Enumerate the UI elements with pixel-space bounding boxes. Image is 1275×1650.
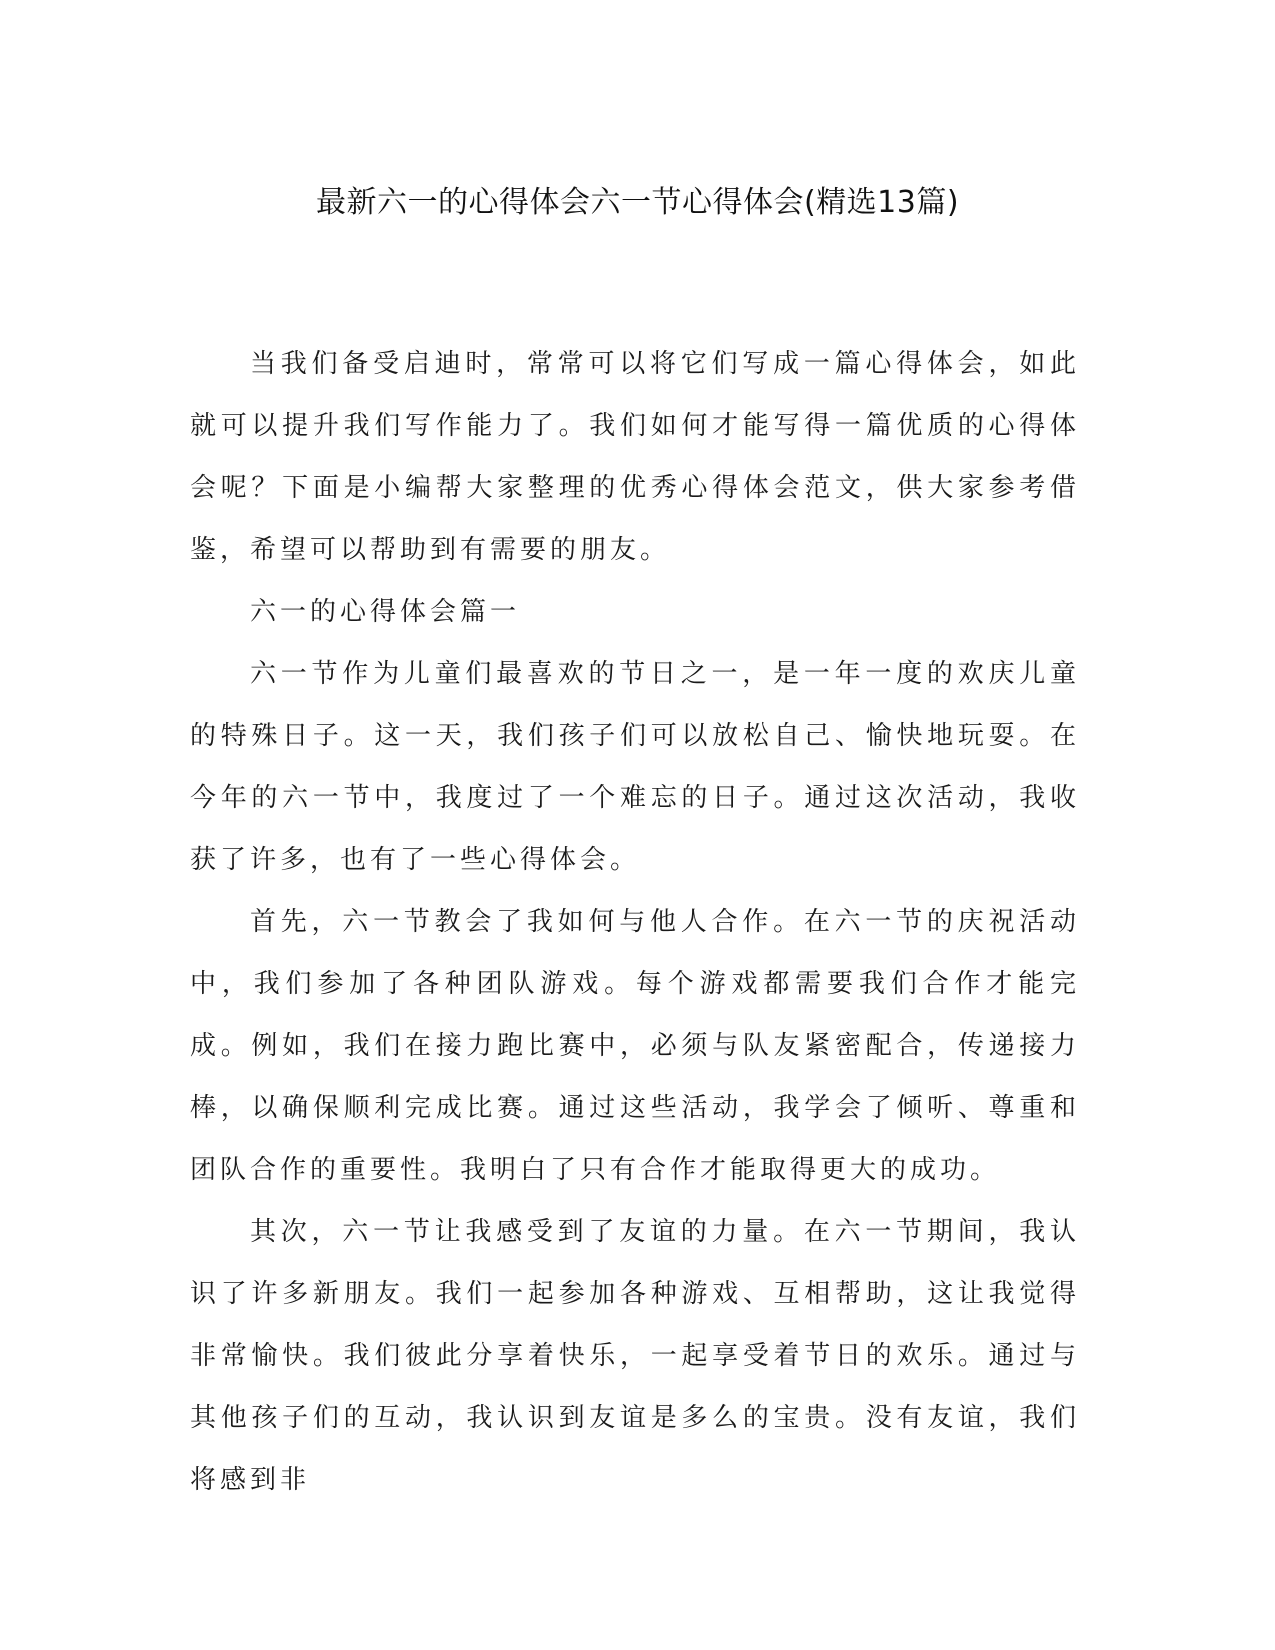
paragraph-2: 首先，六一节教会了我如何与他人合作。在六一节的庆祝活动中，我们参加了各种团队游戏。每个游戏都需要我们合作才能完成。例如，我们在接力跑比赛中，必须与队友紧密配合，传递接力棒，以确保顺利完成比赛。通过这些活动，我学会了倾听、尊重和团队合作的重要性。我明白了只有合作才能取得更大的成功。 <box>190 907 1080 1185</box>
document-body <box>190 333 1080 1511</box>
paragraph-3: 其次，六一节让我感受到了友谊的力量。在六一节期间，我认识了许多新朋友。我们一起参加各种游戏、互相帮助，这让我觉得非常愉快。我们彼此分享着快乐，一起享受着节日的欢乐。通过与其他孩子们的互动，我认识到友谊是多么的宝贵。没有友谊，我们将感到非 <box>190 1217 1080 1495</box>
section-heading-1: 六一的心得体会篇一 <box>250 597 521 627</box>
paragraph-1: 六一节作为儿童们最喜欢的节日之一，是一年一度的欢庆儿童的特殊日子。这一天，我们孩子们可以放松自己、愉快地玩耍。在今年的六一节中，我度过了一个难忘的日子。通过这次活动，我收获了许多，也有了一些心得体会。 <box>190 659 1080 875</box>
paragraph-intro: 当我们备受启迪时，常常可以将它们写成一篇心得体会，如此就可以提升我们写作能力了。我们如何才能写得一篇优质的心得体会呢？下面是小编帮大家整理的优秀心得体会范文，供大家参考借鉴，希望可以帮助到有需要的朋友。 <box>190 349 1080 565</box>
document-title: 最新六一的心得体会六一节心得体会(精选13篇) <box>315 185 960 220</box>
